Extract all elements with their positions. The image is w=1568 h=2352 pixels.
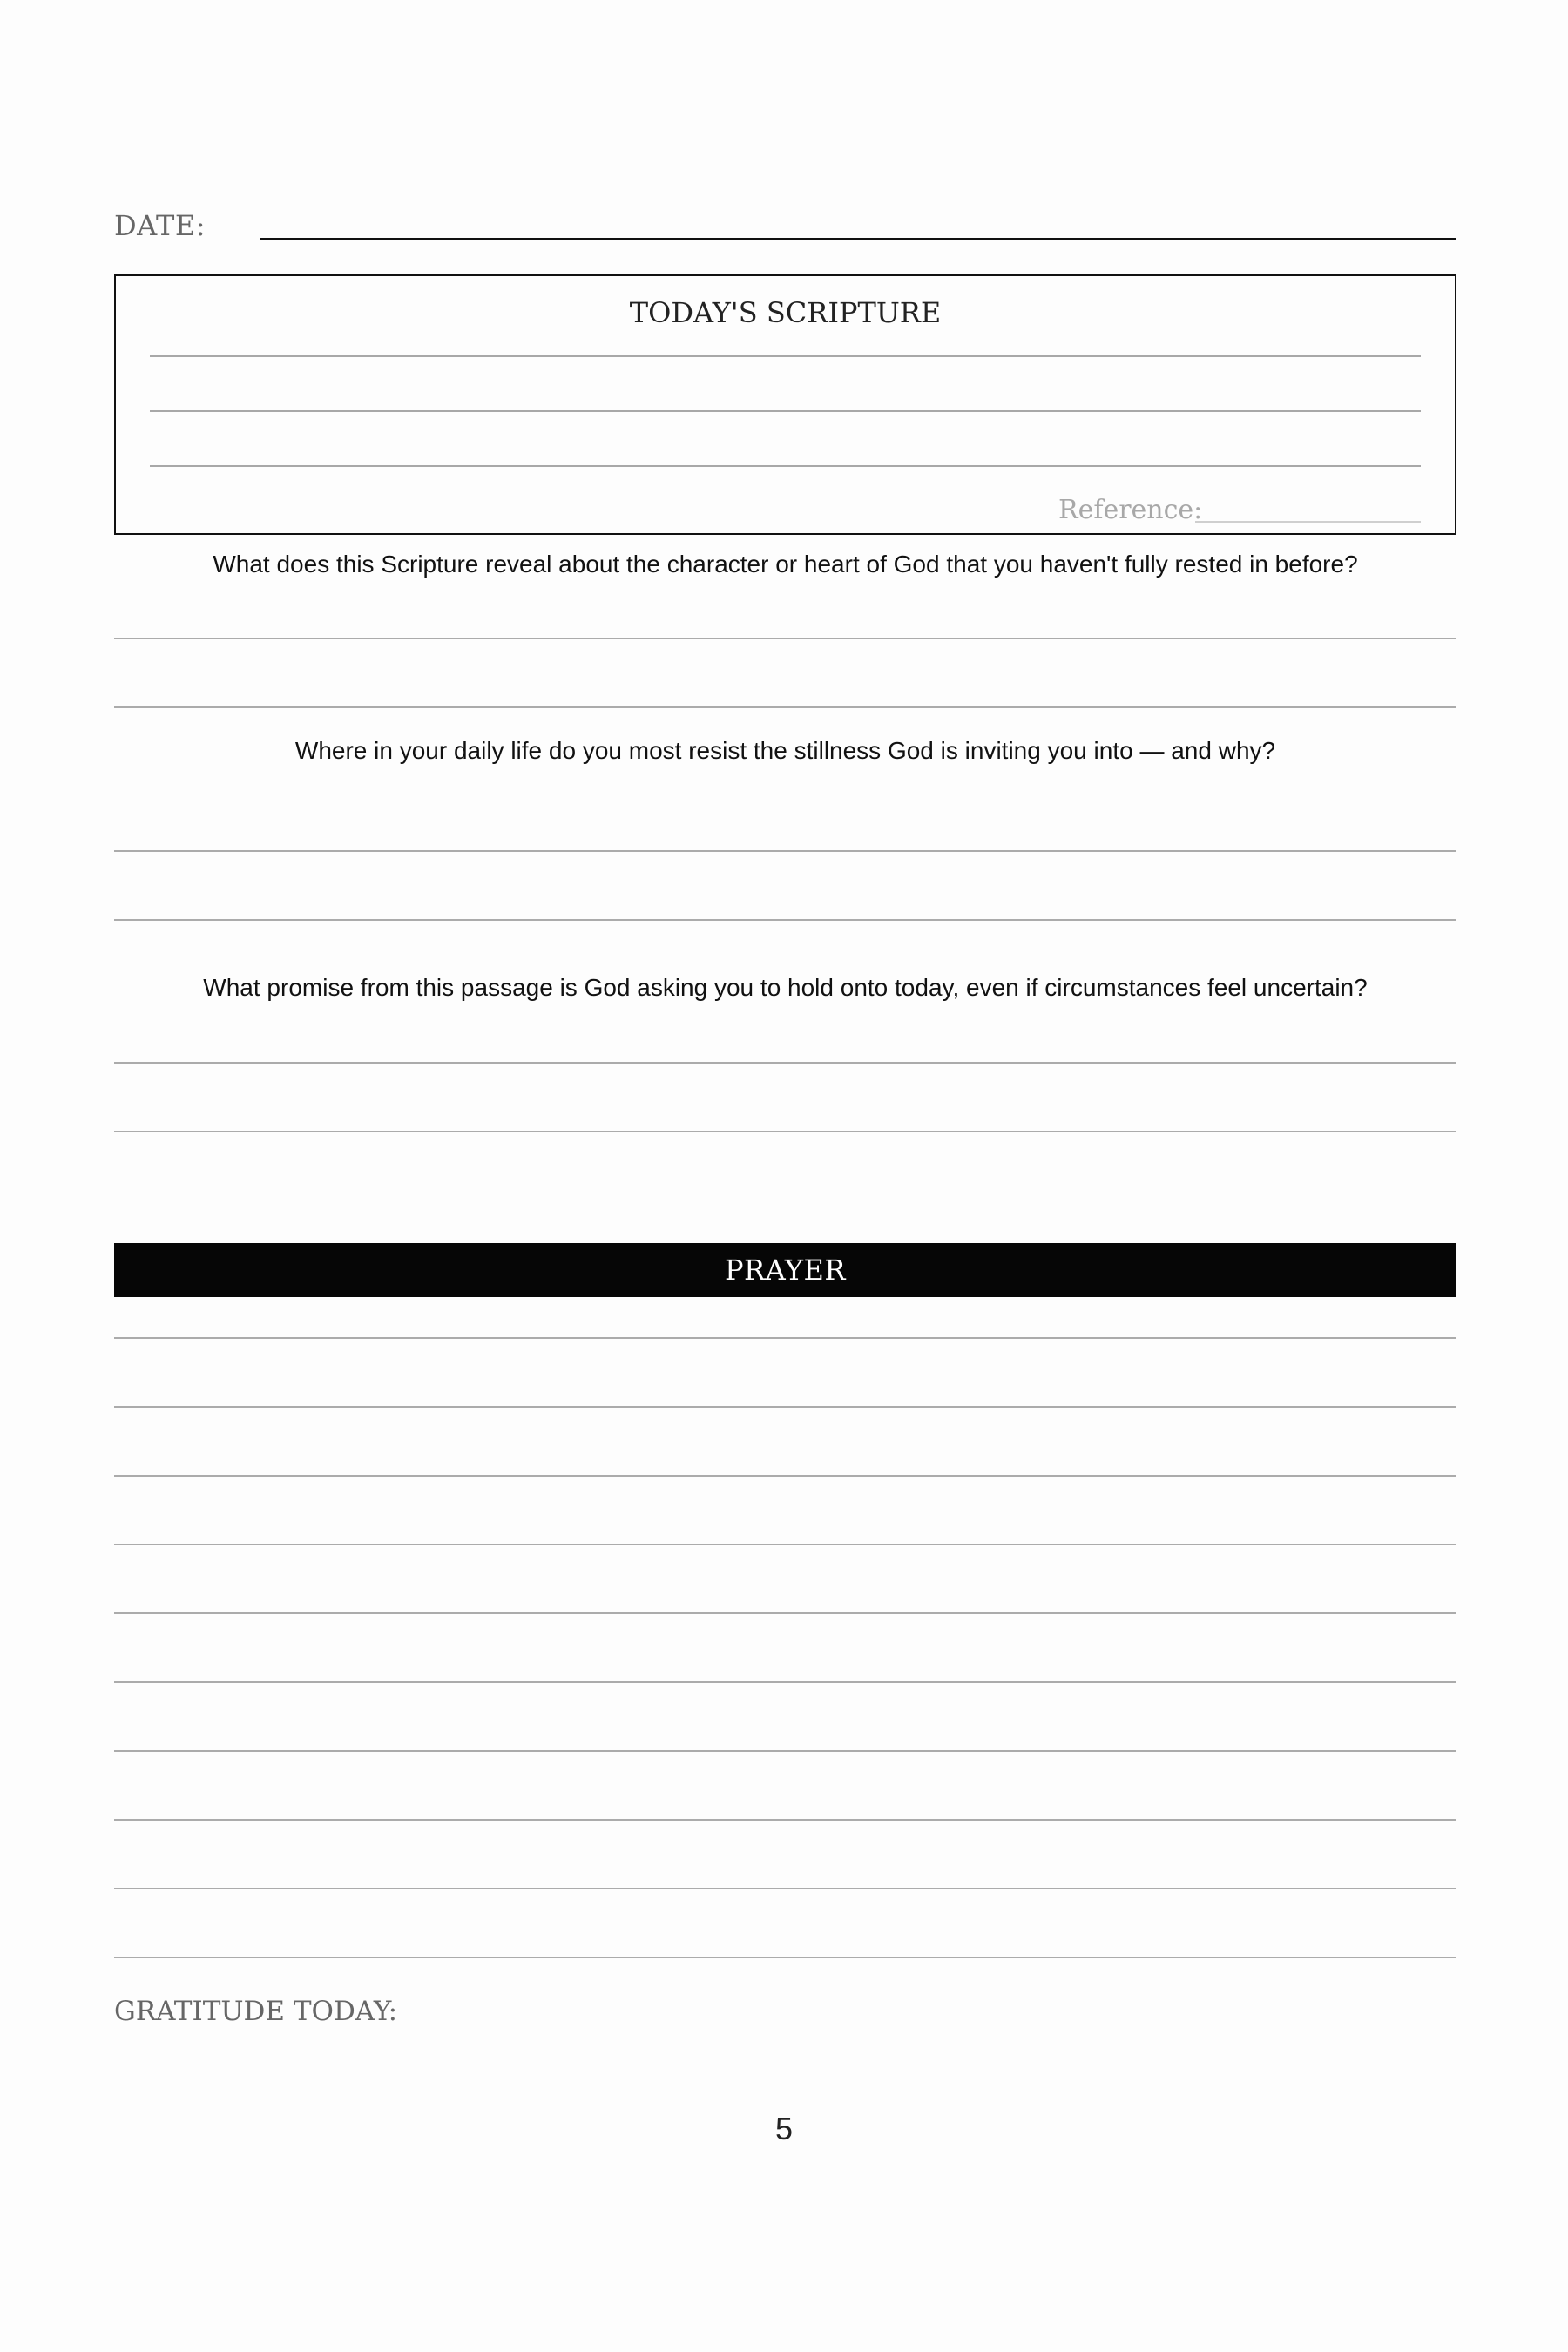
prayer-line[interactable] bbox=[114, 1957, 1456, 1958]
prayer-line[interactable] bbox=[114, 1475, 1456, 1477]
prayer-line[interactable] bbox=[114, 1612, 1456, 1614]
question-2: Where in your daily life do you most resist the stillness God is inviting you into — and why? bbox=[294, 737, 1276, 764]
reference-field-line[interactable] bbox=[1195, 521, 1421, 523]
answer-line[interactable] bbox=[114, 638, 1456, 639]
answer-line[interactable] bbox=[114, 850, 1456, 852]
prayer-line[interactable] bbox=[114, 1406, 1456, 1408]
scripture-writing-line[interactable] bbox=[150, 465, 1421, 467]
date-label: DATE: bbox=[114, 209, 206, 242]
prayer-title: PRAYER bbox=[724, 1254, 846, 1287]
question-3: What promise from this passage is God asking you to hold onto today, even if circumstances feel uncertain? bbox=[203, 974, 1368, 1001]
scripture-writing-line[interactable] bbox=[150, 355, 1421, 357]
prayer-line[interactable] bbox=[114, 1681, 1456, 1683]
answer-line[interactable] bbox=[114, 919, 1456, 921]
prayer-line[interactable] bbox=[114, 1819, 1456, 1821]
gratitude-label: GRATITUDE TODAY: bbox=[114, 1996, 398, 2027]
page-number: 5 bbox=[774, 2111, 794, 2146]
prayer-line[interactable] bbox=[114, 1337, 1456, 1339]
question-1: What does this Scripture reveal about the character or heart of God that you haven't fully rested in before? bbox=[213, 551, 1358, 578]
scripture-title: TODAY'S SCRIPTURE bbox=[629, 296, 942, 329]
prayer-line[interactable] bbox=[114, 1544, 1456, 1545]
prayer-header-bar bbox=[114, 1243, 1456, 1297]
scripture-writing-line[interactable] bbox=[150, 410, 1421, 412]
reference-label: Reference: bbox=[1058, 495, 1203, 525]
prayer-line[interactable] bbox=[114, 1888, 1456, 1889]
date-field-line[interactable] bbox=[260, 238, 1456, 240]
answer-line[interactable] bbox=[114, 706, 1456, 708]
prayer-line[interactable] bbox=[114, 1750, 1456, 1752]
answer-line[interactable] bbox=[114, 1131, 1456, 1132]
answer-line[interactable] bbox=[114, 1062, 1456, 1064]
